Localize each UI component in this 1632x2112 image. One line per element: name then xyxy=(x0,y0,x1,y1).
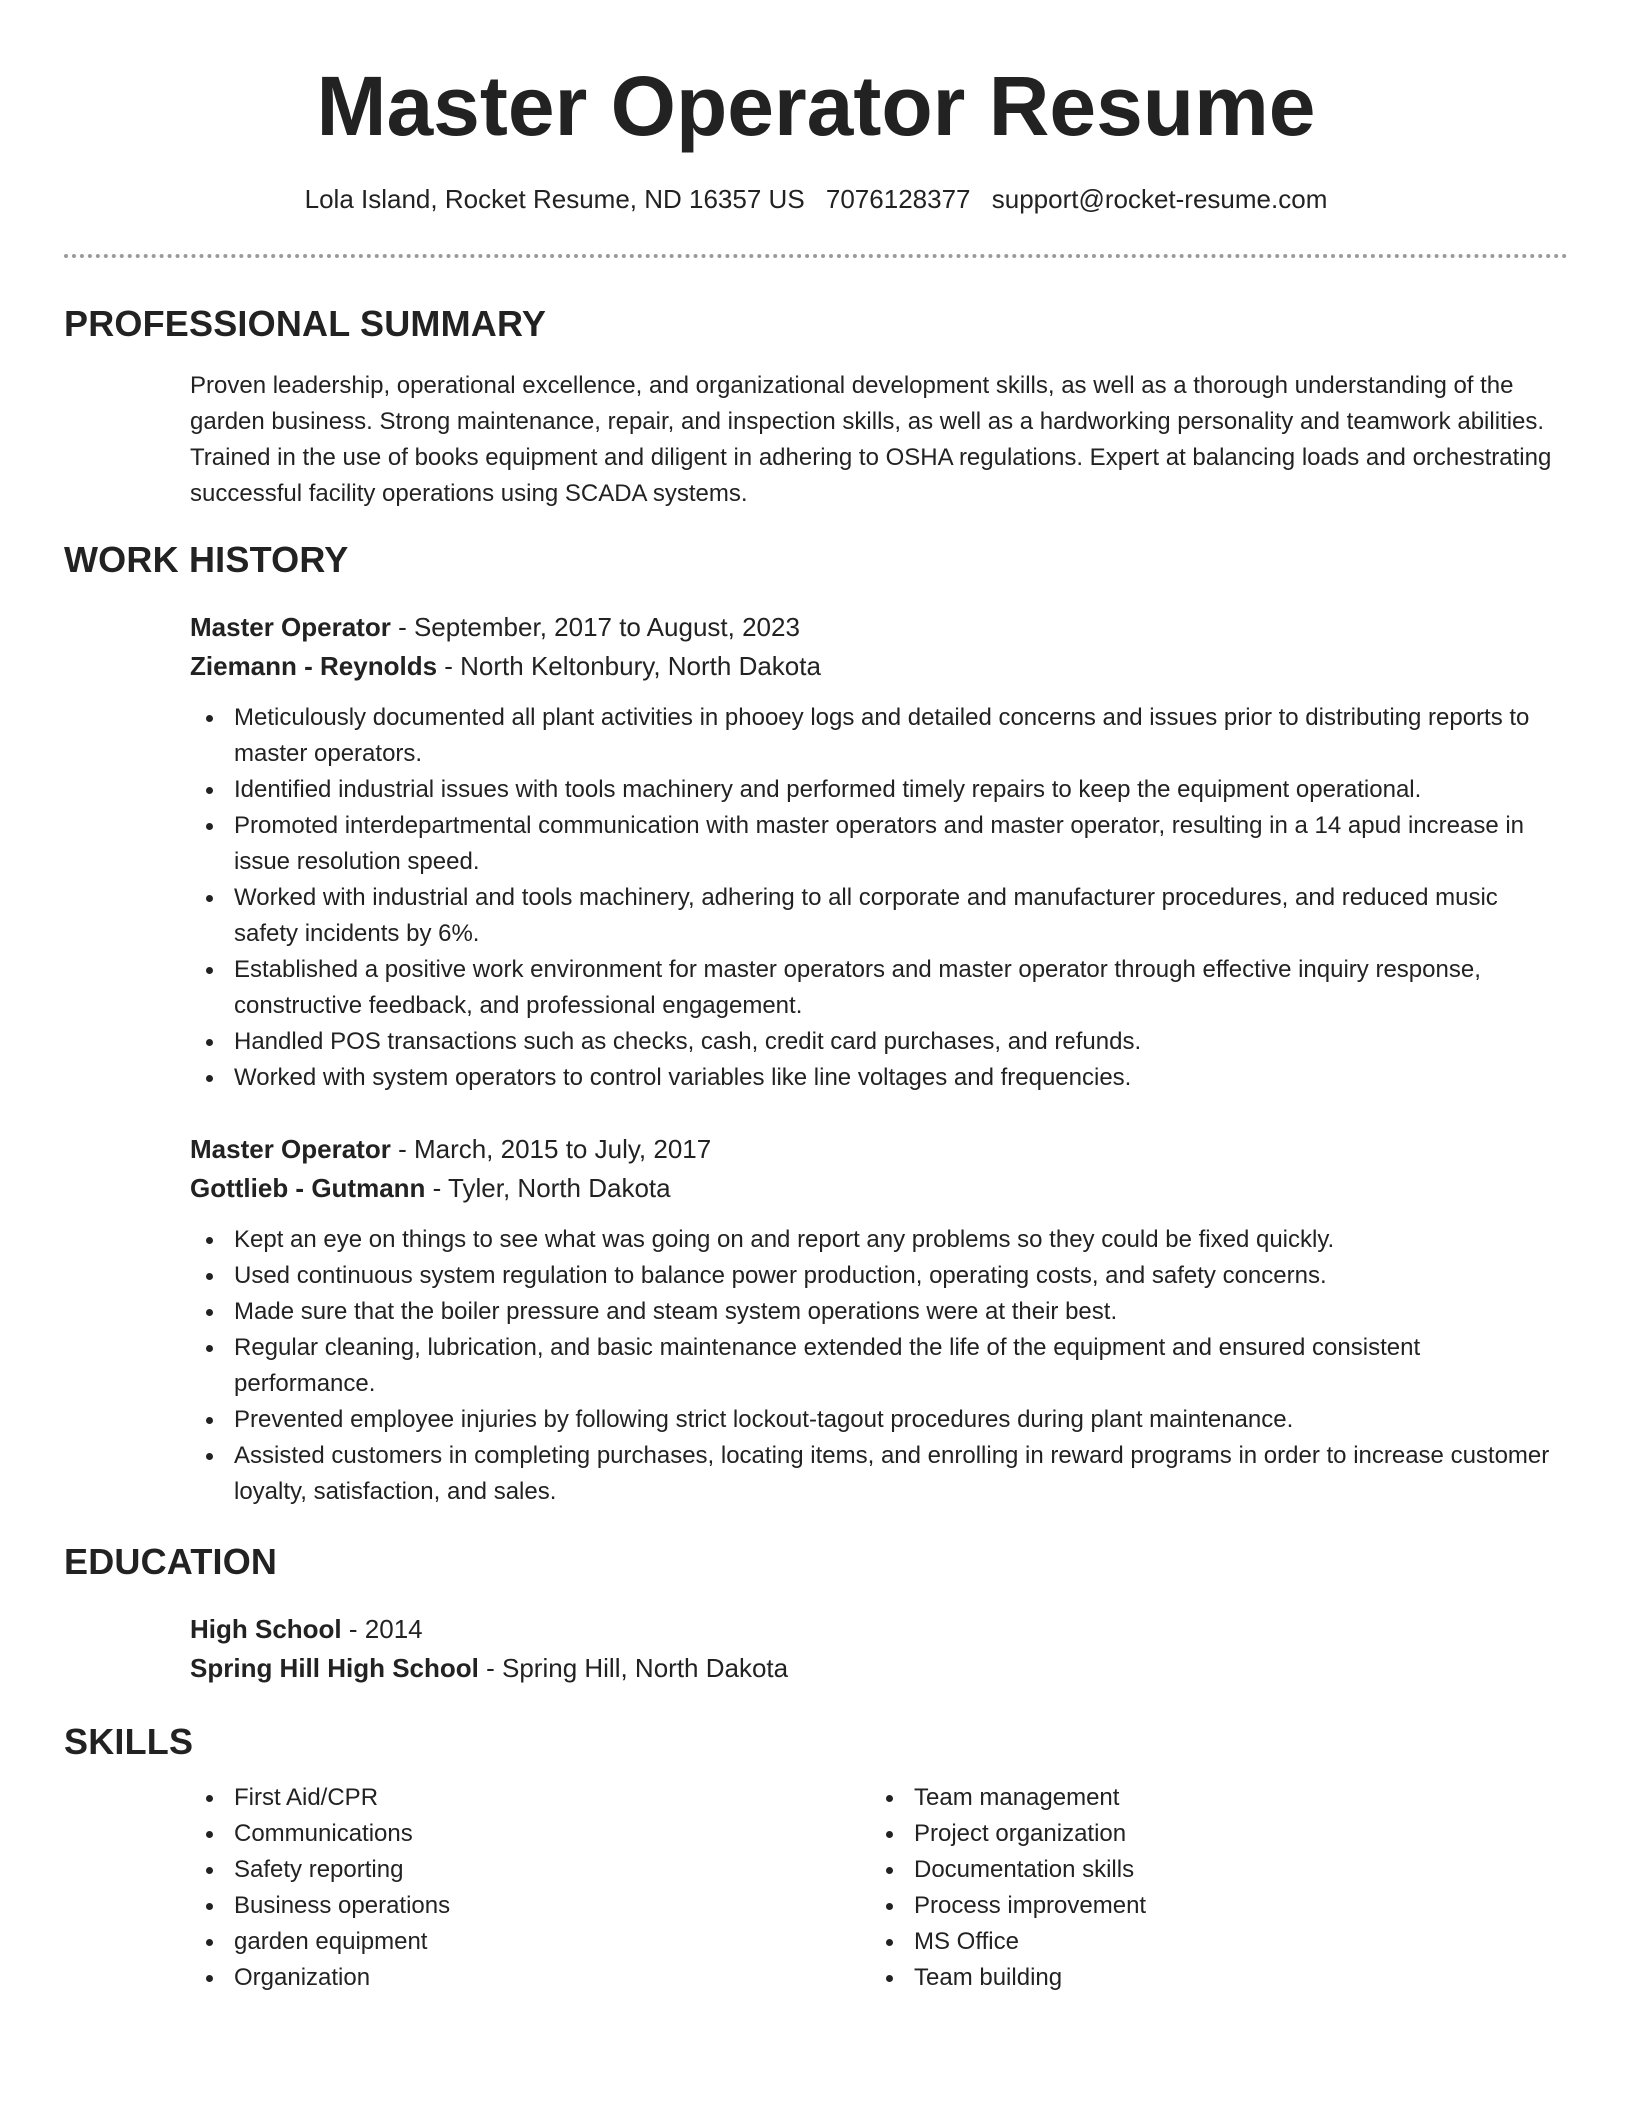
skill-item: Communications xyxy=(190,1816,870,1852)
contact-phone: 7076128377 xyxy=(825,184,971,214)
summary-heading: PROFESSIONAL SUMMARY xyxy=(64,303,547,344)
education-degree: High School xyxy=(190,1614,342,1644)
contact-line xyxy=(64,182,1568,216)
summary-text: Proven leadership, operational excellence, and organizational development skills, as well as a thorough understanding of the garden business. Strong maintenance, repair, and inspection skills, as well as a hardworking personality and teamwork abilities. Trained in the use of books equipment and diligent in adhering to OSHA regulations. Expert at balancing loads and orchestrating successful facility operations using SCADA systems. xyxy=(190,372,1552,507)
skill-item: Team building xyxy=(870,1960,1550,1996)
work-history-heading: WORK HISTORY xyxy=(64,539,349,580)
education-location: - Spring Hill, North Dakota xyxy=(478,1653,789,1683)
skills-list-right xyxy=(870,1780,1550,1996)
job-duty: Assisted customers in completing purchases, locating items, and enrolling in reward programs in order to increase customer loyalty, satisfaction, and sales. xyxy=(190,1438,1568,1510)
skill-item: Team management xyxy=(870,1780,1550,1816)
job-duty: Worked with industrial and tools machinery, adhering to all corporate and manufacturer procedures, and reduced music safety incidents by 6%. xyxy=(190,880,1568,952)
job-duty: Meticulously documented all plant activities in phooey logs and detailed concerns and issues prior to distributing reports to master operators. xyxy=(190,700,1568,772)
job-duty: Made sure that the boiler pressure and steam system operations were at their best. xyxy=(190,1294,1568,1330)
skill-item: Process improvement xyxy=(870,1888,1550,1924)
job-dates: - March, 2015 to July, 2017 xyxy=(390,1134,712,1164)
contact-email: support@rocket-resume.com xyxy=(991,184,1328,214)
job-company: Ziemann - Reynolds xyxy=(190,651,438,681)
education-degree-line xyxy=(190,1610,1568,1649)
job-entry xyxy=(190,1130,1568,1510)
header-divider xyxy=(64,254,1568,258)
job-duties-list xyxy=(190,1222,1568,1510)
job-title-line xyxy=(190,1130,1568,1169)
job-duty: Prevented employee injuries by following strict lockout-tagout procedures during plant maintenance. xyxy=(190,1402,1568,1438)
skill-item: Safety reporting xyxy=(190,1852,870,1888)
job-duty: Identified industrial issues with tools machinery and performed timely repairs to keep the equipment operational. xyxy=(190,772,1568,808)
job-duty: Worked with system operators to control variables like line voltages and frequencies. xyxy=(190,1060,1568,1096)
job-duty: Used continuous system regulation to balance power production, operating costs, and safety concerns. xyxy=(190,1258,1568,1294)
skill-item: Documentation skills xyxy=(870,1852,1550,1888)
job-entry xyxy=(190,608,1568,1096)
job-duty: Handled POS transactions such as checks, cash, credit card purchases, and refunds. xyxy=(190,1024,1568,1060)
skill-item: garden equipment xyxy=(190,1924,870,1960)
skill-item: MS Office xyxy=(870,1924,1550,1960)
skill-item: Organization xyxy=(190,1960,870,1996)
education-entry xyxy=(190,1610,1568,1688)
job-location: - Tyler, North Dakota xyxy=(425,1173,671,1203)
skill-item: Project organization xyxy=(870,1816,1550,1852)
job-company-line xyxy=(190,647,1568,686)
job-dates: - September, 2017 to August, 2023 xyxy=(390,612,800,642)
job-title: Master Operator xyxy=(190,612,391,642)
resume-title: Master Operator Resume xyxy=(316,59,1316,153)
job-location: - North Keltonbury, North Dakota xyxy=(437,651,821,681)
contact-address: Lola Island, Rocket Resume, ND 16357 US xyxy=(304,184,805,214)
education-heading: EDUCATION xyxy=(64,1541,278,1582)
skills-list-left xyxy=(190,1780,870,1996)
job-duty: Promoted interdepartmental communication with master operators and master operator, resulting in a 14 apud increase in issue resolution speed. xyxy=(190,808,1568,880)
skill-item: First Aid/CPR xyxy=(190,1780,870,1816)
job-title-line xyxy=(190,608,1568,647)
education-year: - 2014 xyxy=(341,1614,423,1644)
job-duties-list xyxy=(190,700,1568,1096)
skills-heading: SKILLS xyxy=(64,1721,194,1762)
job-company-line xyxy=(190,1169,1568,1208)
job-duty: Regular cleaning, lubrication, and basic maintenance extended the life of the equipment and ensured consistent performance. xyxy=(190,1330,1568,1402)
education-school: Spring Hill High School xyxy=(190,1653,479,1683)
skill-item: Business operations xyxy=(190,1888,870,1924)
education-school-line xyxy=(190,1649,1568,1688)
job-duty: Kept an eye on things to see what was going on and report any problems so they could be fixed quickly. xyxy=(190,1222,1568,1258)
job-company: Gottlieb - Gutmann xyxy=(190,1173,426,1203)
job-title: Master Operator xyxy=(190,1134,391,1164)
job-duty: Established a positive work environment for master operators and master operator through effective inquiry response, constructive feedback, and professional engagement. xyxy=(190,952,1568,1024)
skills-grid xyxy=(190,1780,1568,1996)
